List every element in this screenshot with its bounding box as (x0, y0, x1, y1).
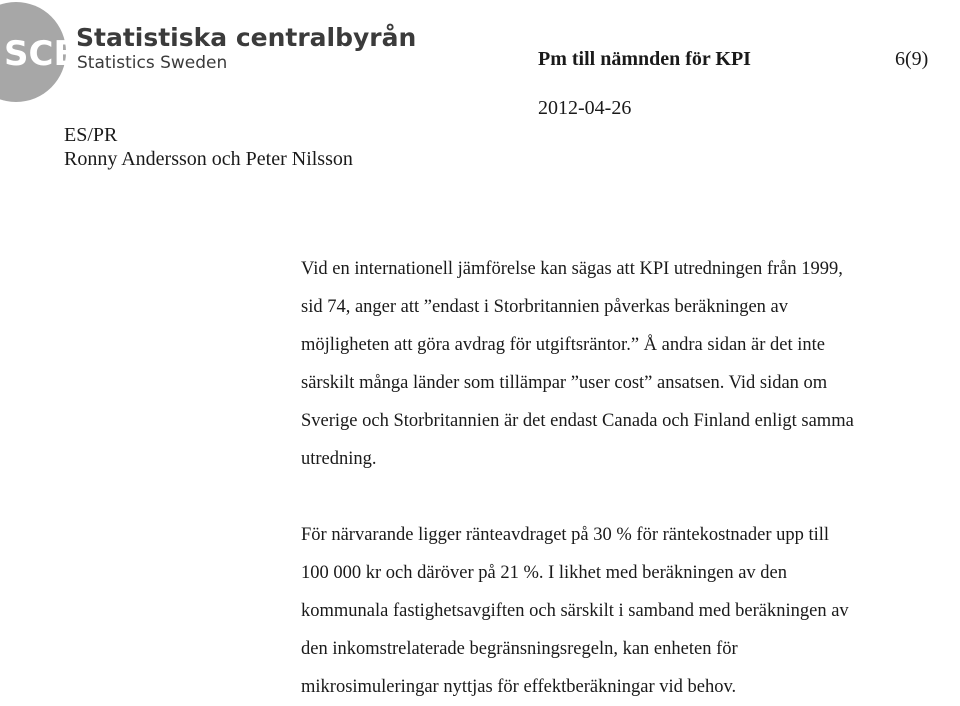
paragraph-line: 100 000 kr och däröver på 21 %. I likhet med beräkningen av den (301, 563, 787, 583)
paragraph-line: möjligheten att göra avdrag för utgiftsräntor.” Å andra sidan är det inte (301, 335, 825, 355)
document-date: 2012-04-26 (538, 97, 632, 119)
logo-mark-text: SCB (4, 34, 80, 74)
paragraph-1 (301, 250, 957, 478)
authors: Ronny Andersson och Peter Nilsson (64, 148, 353, 170)
paragraph-line: För närvarande ligger ränteavdraget på 30 % för räntekostnader upp till (301, 525, 830, 545)
paragraph-line: särskilt många länder som tillämpar ”user cost” ansatsen. Vid sidan om (301, 373, 828, 393)
department-code: ES/PR (64, 124, 118, 146)
paragraph-line: kommunala fastighetsavgiften och särskilt i samband med beräkningen av (301, 601, 849, 621)
paragraph-line: sid 74, anger att ”endast i Storbritannien påverkas beräkningen av (301, 297, 789, 317)
paragraph-line: mikrosimuleringar nyttjas för effektberäkningar vid behov. (301, 677, 737, 697)
document-title: Pm till nämnden för KPI (538, 48, 751, 70)
page-number: 6(9) (895, 48, 929, 70)
paragraph-line: Vid en internationell jämförelse kan sägas att KPI utredningen från 1999, (301, 259, 843, 279)
scb-logo (0, 0, 417, 110)
paragraph-line: den inkomstrelaterade begränsningsregeln, kan enheten för (301, 639, 738, 659)
logo-subtitle: Statistics Sweden (77, 53, 228, 73)
logo-name: Statistiska centralbyrån (76, 23, 417, 52)
paragraph-line: Sverige och Storbritannien är det endast Canada och Finland enligt samma (301, 411, 854, 431)
paragraph-2 (301, 516, 957, 706)
scb-logo-mark (0, 2, 80, 102)
paragraph-line: utredning. (301, 449, 377, 469)
